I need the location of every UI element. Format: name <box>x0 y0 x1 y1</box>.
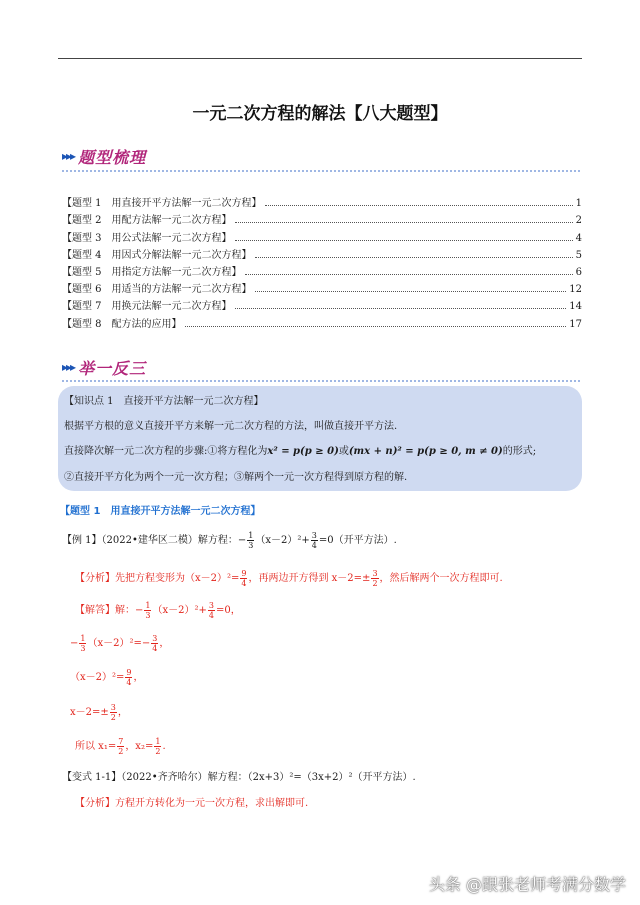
text: ，x₂= <box>125 741 154 752</box>
toc-page-number: 5 <box>575 249 582 261</box>
denominator: 2 <box>110 713 116 722</box>
toc-row[interactable] <box>62 209 582 226</box>
denominator: 4 <box>208 611 214 620</box>
fraction <box>117 737 124 756</box>
text: 的形式; <box>502 446 537 457</box>
fraction <box>110 703 117 722</box>
text: =0， <box>215 605 241 616</box>
toc-page-number: 4 <box>575 232 582 244</box>
solution-line-4 <box>70 703 128 722</box>
toc-page-number: 6 <box>575 266 582 278</box>
text: 或 <box>338 446 349 457</box>
fraction <box>154 737 161 756</box>
toc-row[interactable] <box>62 244 582 261</box>
solution-line-5 <box>75 737 166 756</box>
text: （x－2）²= <box>70 672 125 683</box>
text: 方程开方转化为一元一次方程，求出解即可. <box>115 798 309 809</box>
toc-row[interactable] <box>62 312 582 329</box>
denominator: 4 <box>311 541 317 550</box>
toc-leader-dots <box>255 291 567 292</box>
numerator: 3 <box>208 601 214 610</box>
toc-page-number: 12 <box>569 284 582 296</box>
section-heading: 【题型 1 用直接开平方法解一元二次方程】 <box>60 506 261 517</box>
text: 先把方程变形为（x－2）²= <box>115 573 240 584</box>
toc-label: 【题型 1 用直接开平方法解一元二次方程】 <box>62 198 262 210</box>
toc-page-number: 17 <box>569 318 582 330</box>
fraction <box>371 569 378 588</box>
toc-label: 【题型 8 配方法的应用】 <box>62 318 182 330</box>
solution-line-1 <box>75 601 241 620</box>
text: ， <box>117 707 128 718</box>
fraction <box>208 601 215 620</box>
banner-text: 举一反三 <box>78 358 147 378</box>
fraction <box>240 569 247 588</box>
knowledge-line-1: 根据平方根的意义直接开平方来解一元二次方程的方法，叫做直接开平方法. <box>64 421 398 432</box>
watermark: 头条 @跟张老师考满分数学 <box>428 875 626 894</box>
toc-label: 【题型 2 用配方法解一元二次方程】 <box>62 215 232 227</box>
toc-label: 【题型 6 用适当的方法解一元二次方程】 <box>62 284 252 296</box>
text: . <box>162 741 166 752</box>
banner-divider <box>62 170 580 172</box>
toc-leader-dots <box>235 308 567 309</box>
numerator: 3 <box>372 569 378 578</box>
toc-label: 【题型 7 用换元法解一元二次方程】 <box>62 301 232 313</box>
table-of-contents <box>62 192 582 330</box>
text: x－2=± <box>70 707 109 718</box>
toc-row[interactable] <box>62 295 582 312</box>
toc-leader-dots <box>235 240 573 241</box>
text: ，然后解两个一次方程即可. <box>379 573 503 584</box>
numerator: 9 <box>126 668 132 677</box>
numerator: 1 <box>155 737 161 746</box>
toc-leader-dots <box>245 274 573 275</box>
analysis-1 <box>75 569 503 588</box>
numerator: 3 <box>152 634 158 643</box>
toc-label: 【题型 3 用公式法解一元二次方程】 <box>62 232 232 244</box>
toc-row[interactable] <box>62 278 582 295</box>
variant-1-1: 【变式 1-1】（2022•齐齐哈尔）解方程：（2x+3）²=（3x+2）²（开平方法）. <box>62 772 416 783</box>
fraction <box>144 601 151 620</box>
toc-leader-dots <box>255 257 573 258</box>
toc-label: 【题型 5 用指定方法解一元二次方程】 <box>62 266 242 278</box>
denominator: 4 <box>126 678 132 687</box>
knowledge-line-2 <box>64 442 536 457</box>
solution-tag: 【解答】 <box>75 605 115 616</box>
text: 【例 1】（2022•建华区二模）解方程：− <box>62 535 247 546</box>
numerator: 1 <box>248 531 254 540</box>
toc-leader-dots <box>185 326 567 327</box>
denominator: 2 <box>155 747 161 756</box>
fraction <box>151 634 158 653</box>
arrows-icon: ▸▸▸ <box>62 149 75 163</box>
toc-row[interactable] <box>62 192 582 209</box>
fraction <box>311 531 318 550</box>
analysis-2 <box>75 794 308 809</box>
formula-1: x² = p(p ≥ 0) <box>267 446 339 457</box>
numerator: 7 <box>118 737 124 746</box>
denominator: 2 <box>118 747 124 756</box>
text: =0（开平方法）. <box>318 535 397 546</box>
text: ， <box>159 638 170 649</box>
toc-label: 【题型 4 用因式分解法解一元二次方程】 <box>62 249 252 261</box>
knowledge-heading: 【知识点 1 直接开平方法解一元二次方程】 <box>64 396 264 407</box>
toc-page-number: 2 <box>575 215 582 227</box>
denominator: 2 <box>372 579 378 588</box>
text: （x－2）²=− <box>87 638 151 649</box>
example-1 <box>62 531 397 550</box>
fraction <box>125 668 132 687</box>
knowledge-line-3: ②直接开平方化为两个一元一次方程；③解两个一元一次方程得到原方程的解. <box>64 472 408 483</box>
text: 所以 x₁= <box>75 741 117 752</box>
denominator: 4 <box>152 644 158 653</box>
text: − <box>70 638 79 649</box>
solution-line-3 <box>70 668 143 687</box>
toc-leader-dots <box>265 205 573 206</box>
denominator: 3 <box>248 541 254 550</box>
toc-page-number: 14 <box>569 301 582 313</box>
fraction <box>247 531 254 550</box>
banner-divider <box>62 380 580 382</box>
analysis-tag: 【分析】 <box>75 798 115 809</box>
numerator: 1 <box>80 634 86 643</box>
text: ，再两边开方得到 x－2=± <box>248 573 371 584</box>
text: 直接降次解一元二次方程的步骤:①将方程化为 <box>64 446 268 457</box>
denominator: 3 <box>145 611 151 620</box>
arrows-icon: ▸▸▸ <box>62 360 75 374</box>
text: 解：− <box>115 605 144 616</box>
denominator: 4 <box>241 579 247 588</box>
fraction <box>79 634 86 653</box>
toc-page-number: 1 <box>575 198 582 210</box>
text: ， <box>133 672 144 683</box>
knowledge-box <box>58 386 582 491</box>
numerator: 3 <box>110 703 116 712</box>
formula-2: (mx + n)² = p(p ≥ 0, m ≠ 0) <box>348 446 503 457</box>
toc-leader-dots <box>235 222 573 223</box>
text: （x－2）²+ <box>255 535 310 546</box>
toc-row[interactable] <box>62 261 582 278</box>
text: （x－2）²+ <box>152 605 207 616</box>
banner-question-types <box>62 145 146 167</box>
banner-examples <box>62 356 146 378</box>
solution-line-2 <box>70 634 169 653</box>
analysis-tag: 【分析】 <box>75 573 115 584</box>
banner-text: 题型梳理 <box>78 147 147 167</box>
page-title: 一元二次方程的解法【八大题型】 <box>192 104 448 124</box>
numerator: 3 <box>311 531 317 540</box>
top-rule <box>58 58 582 59</box>
toc-row[interactable] <box>62 226 582 243</box>
denominator: 3 <box>80 644 86 653</box>
numerator: 1 <box>145 601 151 610</box>
numerator: 9 <box>241 569 247 578</box>
